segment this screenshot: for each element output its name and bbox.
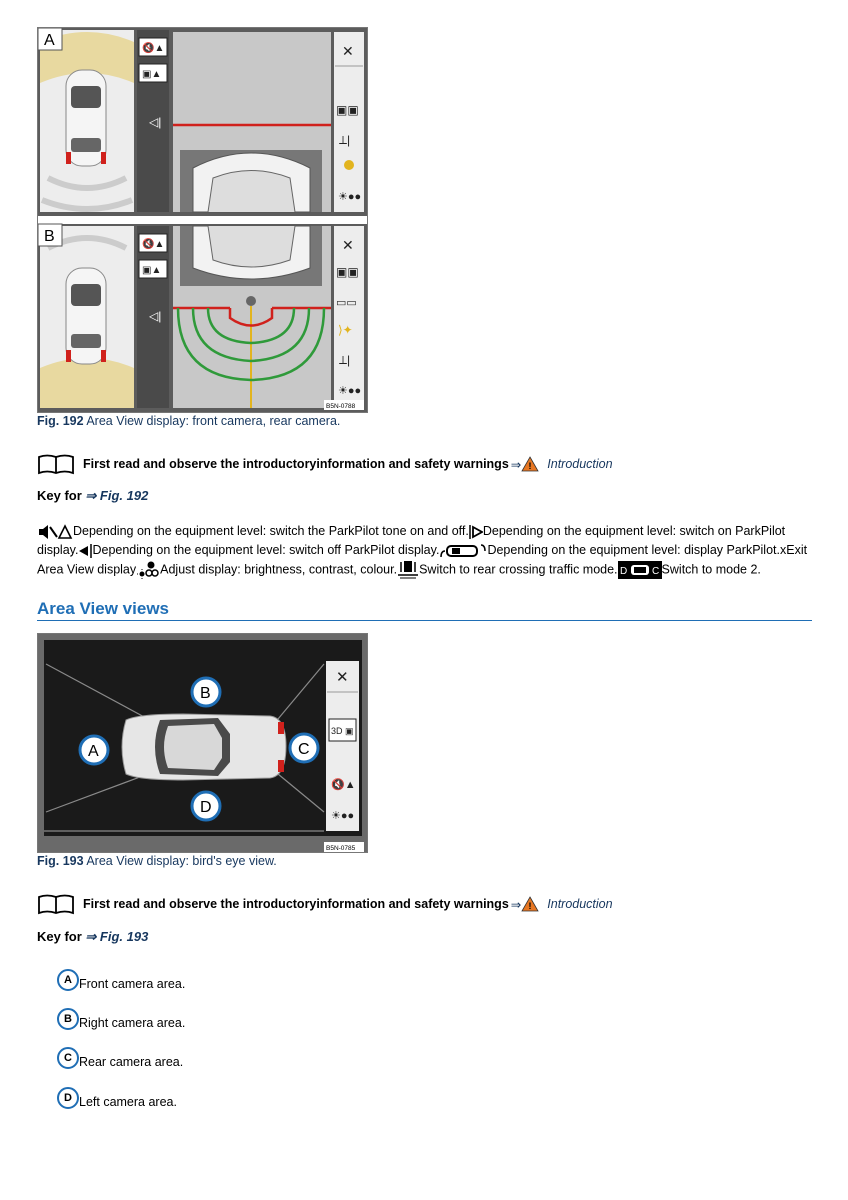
brightness-contrast-icon[interactable]: ☀●●	[338, 191, 362, 203]
3d-view-icon[interactable]: 3D ▣	[331, 726, 354, 736]
list-item	[57, 1047, 183, 1069]
svg-text:C: C	[298, 741, 310, 758]
key-for-fig-193	[37, 929, 148, 945]
figure-193	[37, 633, 368, 853]
figure-code: B5N-0785	[326, 845, 356, 852]
panel-a-label: A	[44, 32, 55, 49]
rear-cross-traffic-icon[interactable]: ⟂|	[339, 133, 351, 147]
close-icon[interactable]: ✕	[342, 43, 354, 59]
key-for-fig-192	[37, 488, 148, 504]
introduction-link[interactable]: Introduction	[547, 897, 613, 911]
list-item	[57, 1008, 185, 1030]
svg-text:▣▲: ▣▲	[142, 265, 162, 276]
arrow-icon: ⇒	[510, 457, 522, 472]
paragraph-segment: Depending on the equipment level: switch on ParkPilot display.	[37, 524, 786, 557]
list-item	[57, 1087, 177, 1109]
car-top-view-icon	[66, 70, 106, 166]
paragraph-segment: Depending on the equipment level: switch off ParkPilot display.	[92, 543, 440, 557]
panel-b-label: B	[44, 228, 55, 245]
speaker-mute-icon[interactable]: 🔇▲	[331, 779, 356, 791]
arrow-icon: ⇒	[510, 897, 522, 912]
warning-triangle-icon	[521, 896, 539, 912]
svg-text:⟩✦: ⟩✦	[338, 323, 353, 337]
car-top-view-icon	[66, 268, 106, 364]
zone-d-marker	[192, 792, 220, 820]
svg-text:!: !	[528, 461, 532, 471]
paragraph-segment: Switch to rear crossing traffic mode.	[419, 562, 618, 577]
zone-a-marker	[80, 736, 108, 764]
svg-text:🔇▲: 🔇▲	[142, 43, 165, 54]
paragraph-segment: Switch to mode 2.	[661, 562, 761, 577]
parkpilot-display-icon[interactable]: ▣▣	[336, 103, 359, 117]
safety-warning-row	[37, 453, 613, 475]
birds-eye-view-illustration	[38, 634, 367, 852]
figure-reference-link[interactable]: ⇒ Fig. 192	[85, 488, 149, 503]
parkpilot-display-icon	[439, 543, 487, 559]
letter-b-badge: B	[57, 1008, 79, 1030]
svg-text:!: !	[528, 901, 532, 911]
paragraph-segment: Adjust display: brightness, contrast, colour.	[160, 562, 398, 577]
warning-text: First read and observe the introductoryinformation and safety warnings	[83, 457, 509, 471]
svg-text:B: B	[200, 685, 211, 702]
brightness-contrast-icon	[136, 561, 160, 579]
figure-reference-link[interactable]: ⇒ Fig. 193	[85, 929, 149, 944]
list-item-text: Front camera area.	[79, 977, 186, 991]
book-icon	[37, 453, 75, 475]
parkpilot-off-icon[interactable]: ◁|	[149, 115, 162, 129]
svg-text:D: D	[200, 799, 212, 816]
mode-2-icon	[618, 561, 662, 579]
svg-text:C: C	[651, 566, 659, 577]
mode-2-icon[interactable]: ▭▭	[336, 297, 357, 309]
list-item	[57, 969, 185, 991]
warning-text: First read and observe the introductoryinformation and safety warnings	[83, 897, 509, 911]
svg-text:✕: ✕	[342, 237, 354, 253]
rear-zone-highlight	[40, 358, 134, 408]
section-heading: Area View views	[37, 599, 812, 621]
paragraph-segment: Depending on the equipment level: switch the ParkPilot tone on and off.	[73, 524, 469, 538]
paragraph-segment: Depending on the equipment level: display ParkPilot.xExit Area View display	[37, 543, 808, 577]
camera-mode-icon[interactable]	[344, 160, 354, 170]
letter-c-badge: C	[57, 1047, 79, 1069]
close-icon[interactable]: ✕	[336, 669, 349, 686]
brightness-contrast-icon[interactable]: ☀●●	[331, 810, 355, 822]
speaker-mute-icon	[37, 524, 73, 540]
warning-triangle-icon	[521, 456, 539, 472]
car-birds-eye-icon	[122, 714, 286, 780]
svg-text:🔇▲: 🔇▲	[142, 239, 165, 250]
figure-192	[37, 27, 368, 413]
figure-code: B5N-0788	[326, 403, 356, 410]
svg-text:⟂|: ⟂|	[339, 353, 351, 367]
caption-number: Fig. 192	[37, 414, 84, 428]
letter-a-badge: A	[57, 969, 79, 991]
svg-text:◁|: ◁|	[149, 309, 162, 323]
caption-text: Area View display: bird's eye view.	[83, 854, 277, 868]
caption-number: Fig. 193	[37, 854, 84, 868]
svg-text:▣▲: ▣▲	[142, 69, 162, 80]
zone-c-marker	[290, 734, 318, 762]
key-paragraph	[37, 522, 812, 580]
introduction-link[interactable]: Introduction	[547, 457, 613, 471]
zone-b-marker	[192, 678, 220, 706]
book-icon	[37, 893, 75, 915]
rear-cross-traffic-icon	[397, 560, 419, 580]
svg-text:▣▣: ▣▣	[336, 265, 359, 279]
figure-192-caption	[37, 414, 340, 428]
figure-193-caption	[37, 854, 277, 868]
parkpilot-on-icon	[469, 524, 483, 540]
list-item-text: Right camera area.	[79, 1016, 186, 1030]
list-item-text: Rear camera area.	[79, 1055, 184, 1069]
parkpilot-off-icon	[78, 543, 92, 559]
key-label: Key for	[37, 929, 86, 944]
area-view-front-rear-illustration	[38, 28, 367, 412]
svg-text:A: A	[88, 743, 99, 760]
caption-text: Area View display: front camera, rear camera.	[83, 414, 341, 428]
safety-warning-row	[37, 893, 613, 915]
letter-d-badge: D	[57, 1087, 79, 1109]
list-item-text: Left camera area.	[79, 1095, 177, 1109]
key-label: Key for	[37, 488, 86, 503]
svg-text:D: D	[619, 566, 627, 577]
svg-text:☀●●: ☀●●	[338, 385, 362, 397]
